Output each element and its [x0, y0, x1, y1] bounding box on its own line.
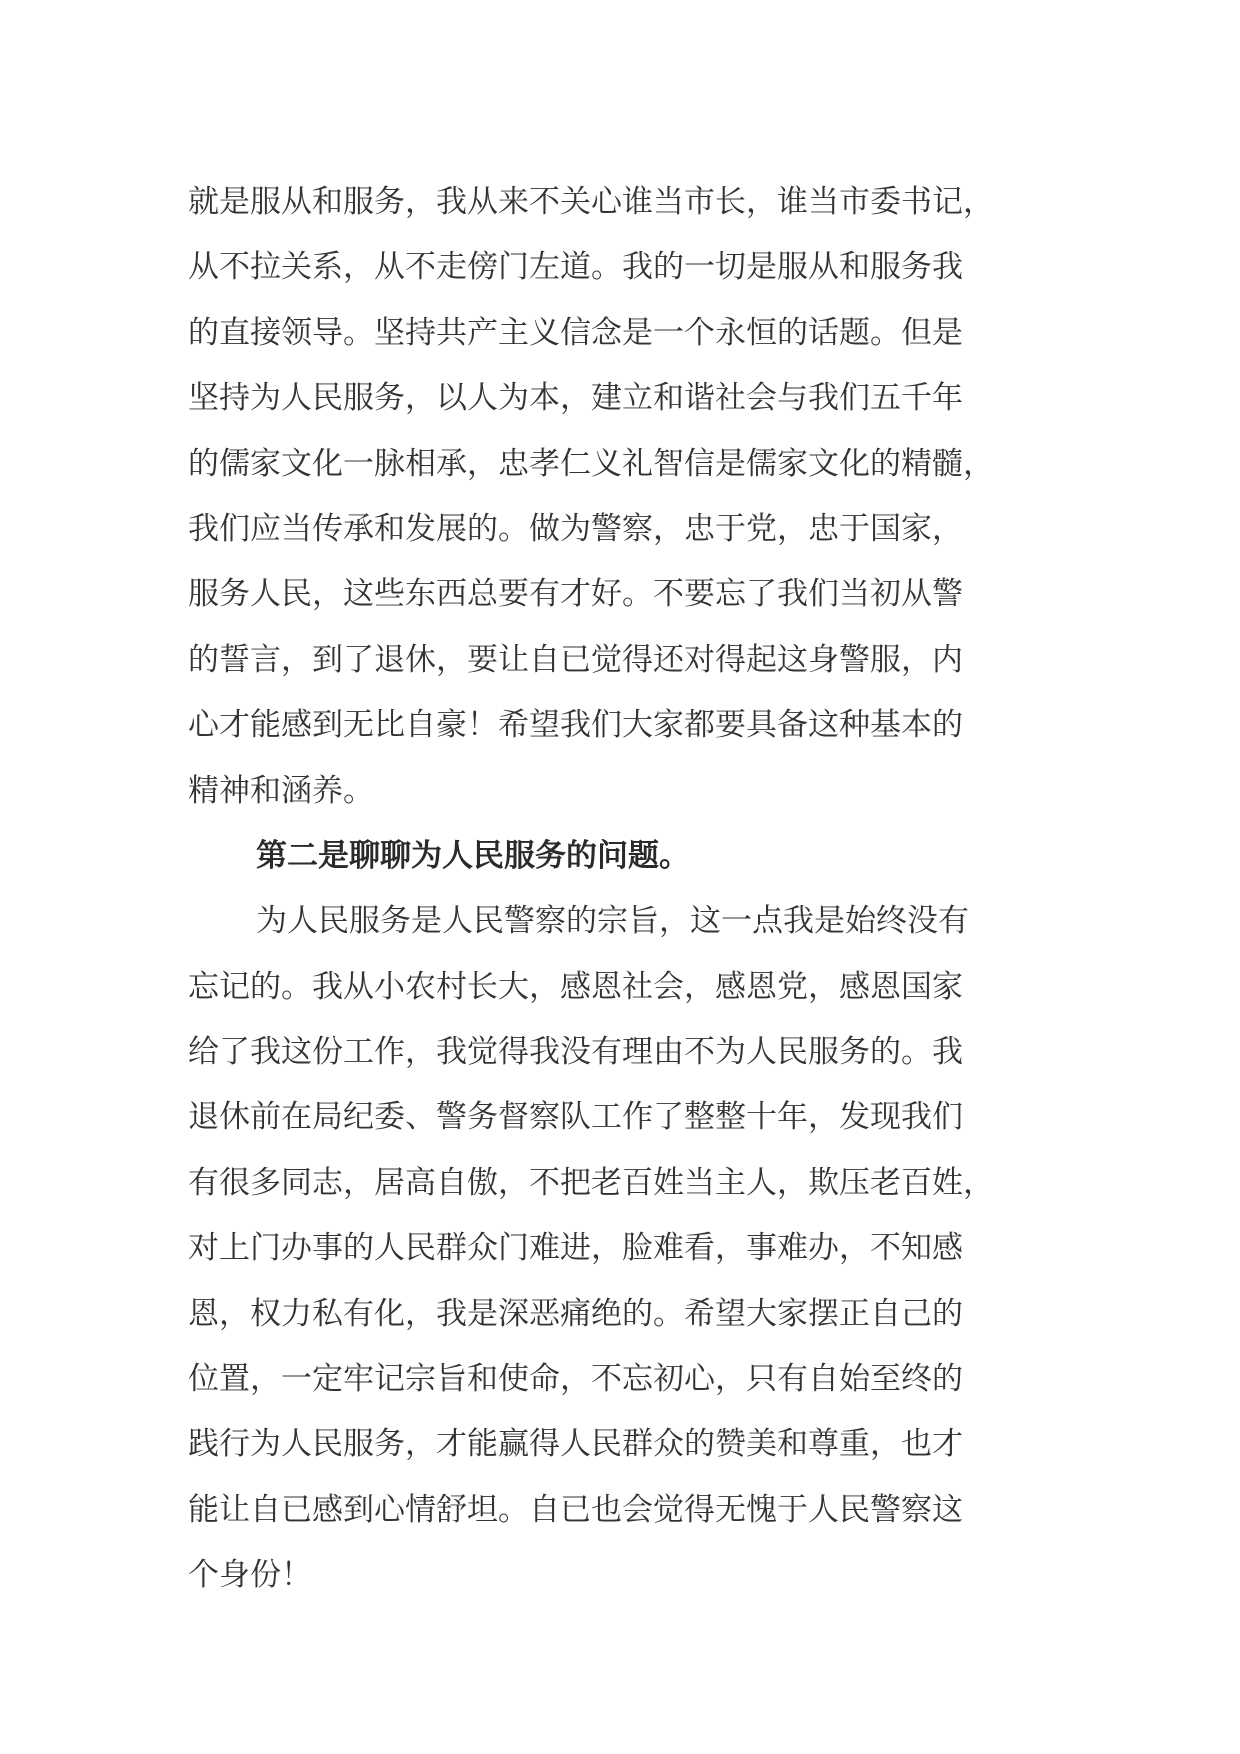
text-line: 践行为人民服务，才能赢得人民群众的赞美和尊重，也才 — [188, 1426, 963, 1463]
text-line: 的直接领导。坚持共产主义信念是一个永恒的话题。但是 — [188, 314, 963, 351]
text-line: 恩，权力私有化，我是深恶痛绝的。希望大家摆正自己的 — [188, 1295, 963, 1332]
text-line: 为人民服务是人民警察的宗旨，这一点我是始终没有 — [256, 903, 969, 940]
text-line: 就是服从和服务，我从来不关心谁当市长，谁当市委书记， — [188, 184, 994, 220]
text-line: 能让自已感到心情舒坦。自已也会觉得无愧于人民警察这 — [188, 1491, 963, 1528]
text-line: 从不拉关系，从不走傍门左道。我的一切是服从和服务我 — [188, 249, 963, 286]
text-line: 个身份！ — [188, 1557, 312, 1594]
text-line: 心才能感到无比自豪！希望我们大家都要具备这种基本的 — [188, 707, 963, 744]
text-line: 坚持为人民服务，以人为本，建立和谐社会与我们五千年 — [188, 380, 963, 417]
text-line: 对上门办事的人民群众门难进，脸难看，事难办，不知感 — [188, 1230, 963, 1267]
text-line: 给了我这份工作，我觉得我没有理由不为人民服务的。我 — [188, 1034, 963, 1071]
text-line: 精神和涵养。 — [188, 772, 374, 809]
text-line: 的誓言，到了退休，要让自已觉得还对得起这身警服，内 — [188, 641, 963, 678]
text-line: 位置，一定牢记宗旨和使命，不忘初心，只有自始至终的 — [188, 1361, 963, 1398]
text-line: 我们应当传承和发展的。做为警察，忠于党，忠于国家， — [188, 510, 963, 547]
text-line: 有很多同志，居高自傲，不把老百姓当主人，欺压老百姓， — [188, 1164, 994, 1201]
text-line: 退休前在局纪委、警务督察队工作了整整十年，发现我们 — [188, 1099, 963, 1136]
text-line: 忘记的。我从小农村长大，感恩社会，感恩党，感恩国家 — [188, 968, 963, 1005]
text-line: 的儒家文化一脉相承，忠孝仁义礼智信是儒家文化的精髓， — [188, 445, 994, 482]
paragraph-1 — [188, 170, 1068, 824]
document-body — [188, 170, 1068, 1609]
section-heading: 第二是聊聊为人民服务的问题。 — [256, 837, 690, 874]
paragraph-2 — [188, 889, 1068, 1608]
text-line: 服务人民，这些东西总要有才好。不要忘了我们当初从警 — [188, 576, 963, 613]
